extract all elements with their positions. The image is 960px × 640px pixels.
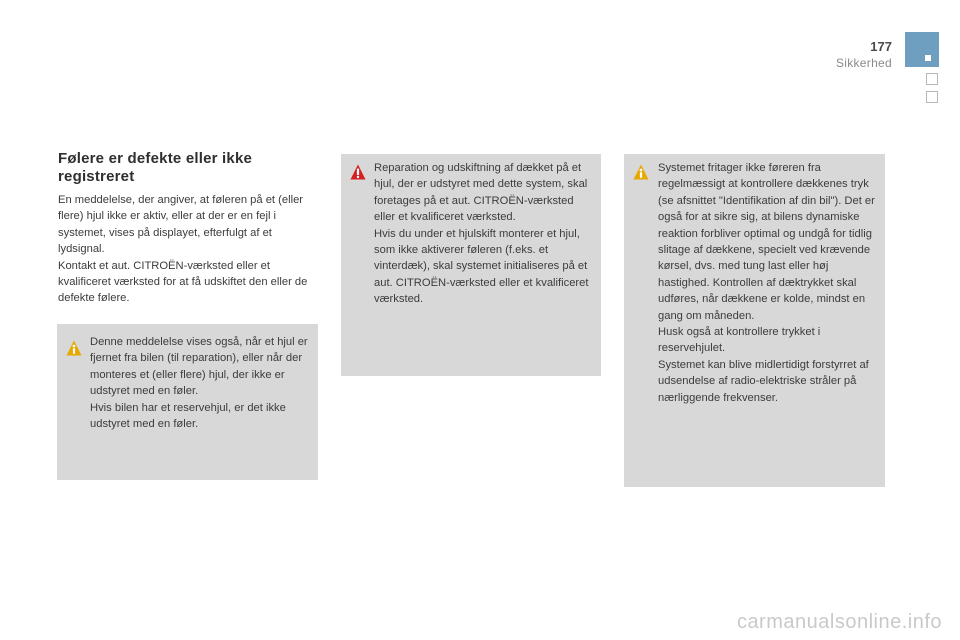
note-text [658,160,880,406]
note-text [90,334,312,432]
section-title: Følere er defekte eller ikke registreret [58,150,253,185]
note-paragraph: Systemet kan blive midlertidigt forstyrret af udsendelse af radio-elektriske stråler på nærliggende frekvenser. [658,358,869,404]
note-paragraph: Systemet fritager ikke føreren fra regelmæssigt at kontrollere dækkenes tryk (se afsnittet "Identifikation af din bil"). Det er også for at sikre sig, at bilens dynamiske reaktion forbliver optimal og undgå for tidlig slitage af dækkene, specielt ved krævende kørsel, dvs. med tung last eller høj hastighed. Kontrollen af dæktrykket skal udføres, når dækkene er kolde, mindst en gang om måneden. [658,162,875,322]
nav-box-1[interactable] [926,73,938,85]
intro-paragraph: Kontakt et aut. CITROËN-værksted eller et kvalificeret værksted for at få udskiftet den eller de defekte følere. [58,259,308,305]
warning-icon [350,164,366,181]
intro-paragraph: En meddelelse, der angiver, at føleren på et (eller flere) hjul ikke er aktiv, eller at der er en fejl i systemet, vises på displayet, efterfulgt af et lydsignal. [58,194,304,256]
note-paragraph: Reparation og udskiftning af dækket på et hjul, der er udstyret med dette system, skal foretages på et aut. CITROËN-værksted eller et kvalificeret værksted. [374,162,588,224]
note-text [374,160,596,308]
info-note-box [57,324,318,480]
section-nav-tab[interactable] [905,32,939,67]
section-label: Sikkerhed [835,56,892,70]
note-paragraph: Denne meddelelse vises også, når et hjul er fjernet fra bilen (til reparation), eller når der monteres et (eller flere) hjul, der ikke er udstyret med en føler. [90,336,308,398]
nav-tab-marker [925,55,931,61]
note-paragraph: Husk også at kontrollere trykket i reservehjulet. [658,326,821,355]
info-icon [66,340,82,357]
nav-box-2[interactable] [926,91,938,103]
note-paragraph: Hvis du under et hjulskift monterer et hjul, som ikke aktiverer føleren (f.eks. et vinterdæk), skal systemet initialiseres på et aut. CITROËN-værksted eller et kvalificeret værksted. [374,227,589,306]
intro-text [58,192,320,307]
info-icon [633,164,649,181]
info-note-box [624,154,885,487]
page-number: 177 [870,39,892,54]
warning-note-box [341,154,601,376]
note-paragraph: Hvis bilen har et reservehjul, er det ikke udstyret med en føler. [90,401,286,431]
watermark: carmanualsonline.info [736,611,942,633]
